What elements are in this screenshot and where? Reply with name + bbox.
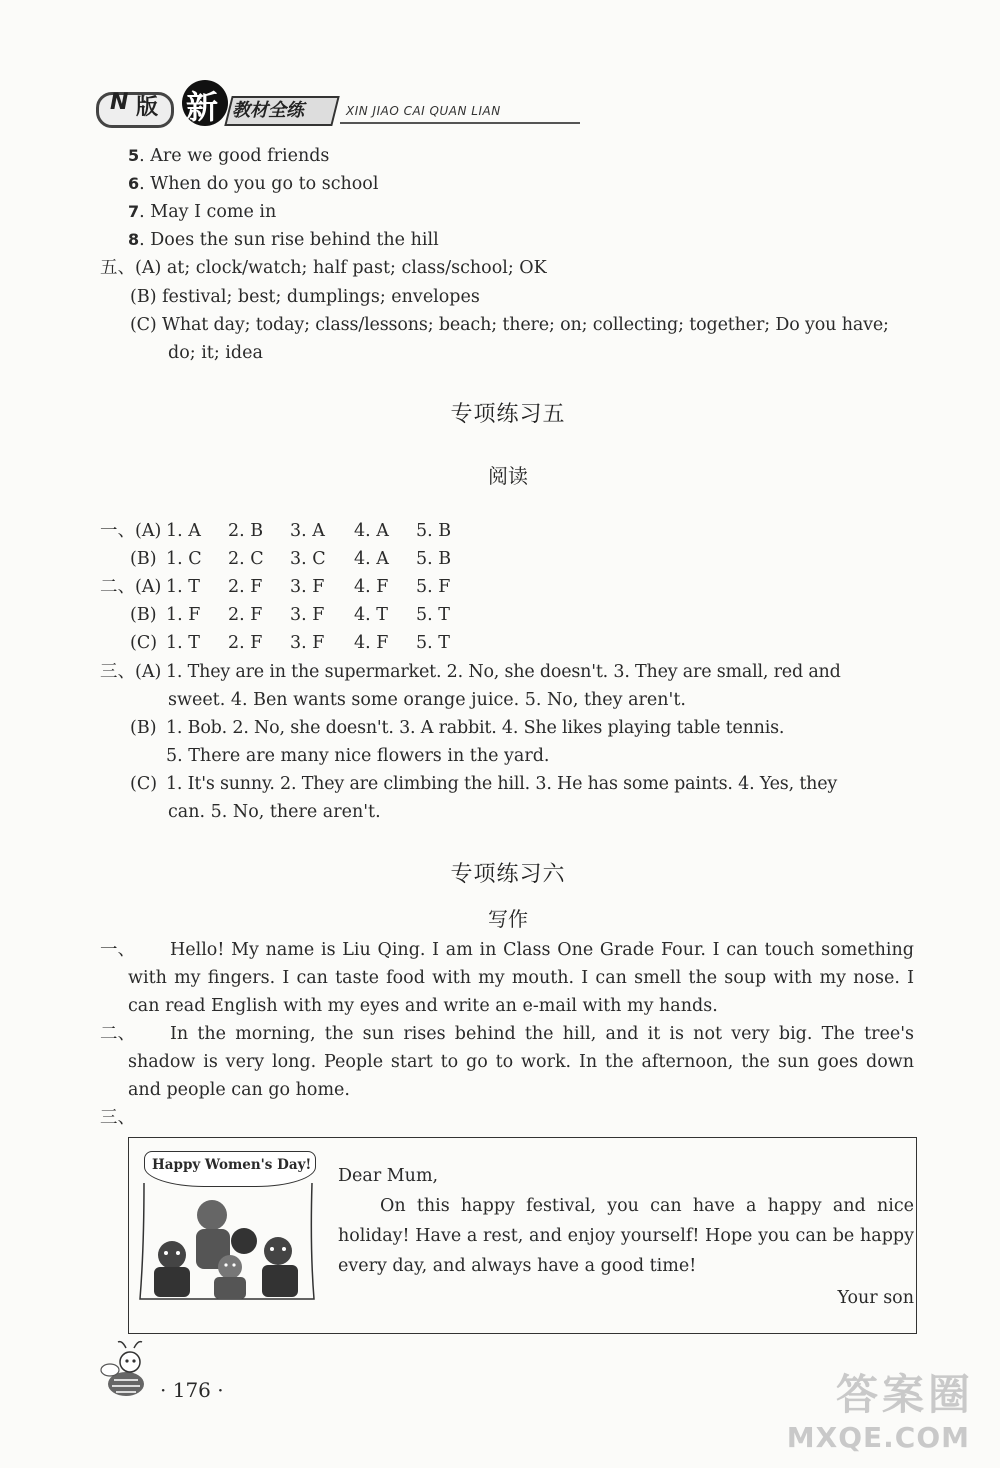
- answer-line: 8. Does the sun rise behind the hill: [128, 230, 439, 250]
- section-five-c: (C) What day; today; class/lessons; beach; there; on; collecting; together; Do you have;: [130, 315, 889, 335]
- san-a-label: 三、(A): [100, 662, 162, 682]
- san-b-line1: 1. Bob. 2. No, she doesn't. 3. A rabbit. 4. She likes playing table tennis.: [166, 718, 785, 738]
- page-number: · 176 ·: [160, 1378, 224, 1402]
- writing-one-text: Hello! My name is Liu Qing. I am in Class One Grade Four. I can touch something with my fingers. I can taste food with my mouth. I can smell the soup with my nose. I can read English with my eyes and write an e-mail with my hands.: [128, 940, 914, 1016]
- san-a-line1: 1. They are in the supermarket. 2. No, she doesn't. 3. They are small, red and: [166, 662, 841, 682]
- answer-item: 4. F: [354, 633, 389, 653]
- answer-item: 3. A: [290, 521, 325, 541]
- edition-label: 版: [136, 95, 159, 120]
- row-label: 一、(A): [100, 521, 162, 541]
- answer-item: 3. F: [290, 577, 325, 597]
- logo-character: 新: [186, 88, 219, 126]
- series-title: 教材全练: [232, 100, 304, 121]
- answer-item: 4. T: [354, 605, 388, 625]
- san-a-line2: sweet. 4. Ben wants some orange juice. 5. No, they aren't.: [168, 690, 686, 710]
- answer-item: 2. F: [228, 633, 263, 653]
- row-label: (C): [130, 633, 158, 653]
- answer-item: 2. F: [228, 577, 263, 597]
- answer-item: 5. T: [416, 605, 450, 625]
- letter-body: On this happy festival, you can have a happy and nice holiday! Have a rest, and enjoy yourself! Hope you can be happy every day, and always have a good time!: [338, 1196, 914, 1276]
- card-banner-text: Happy Women's Day!: [152, 1157, 312, 1173]
- answer-item: 3. C: [290, 549, 326, 569]
- san-b-line2: 5. There are many nice flowers in the yard.: [166, 746, 550, 766]
- header-rule: [340, 122, 580, 124]
- answer-item: 2. C: [228, 549, 264, 569]
- practice-six-subtitle: 写作: [488, 907, 528, 931]
- answer-line: 7. May I come in: [128, 202, 277, 222]
- answer-item: 5. B: [416, 549, 452, 569]
- section-five-b: (B) festival; best; dumplings; envelopes: [130, 287, 480, 307]
- answer-item: 1. F: [166, 605, 201, 625]
- answer-item: 1. A: [166, 521, 201, 541]
- answer-item: 1. C: [166, 549, 202, 569]
- bee-mascot-icon: [96, 1340, 158, 1404]
- writing-three-label: 三、: [100, 1108, 135, 1128]
- row-label: 二、(A): [100, 577, 162, 597]
- practice-five-subtitle: 阅读: [488, 464, 528, 488]
- answer-item: 1. T: [166, 577, 200, 597]
- practice-five-title: 专项练习五: [450, 402, 566, 427]
- edition-letter: N: [110, 90, 129, 115]
- answer-line: 5. Are we good friends: [128, 146, 330, 166]
- answer-item: 1. T: [166, 633, 200, 653]
- answer-item: 4. A: [354, 521, 389, 541]
- writing-two-label: 二、: [100, 1024, 135, 1044]
- answer-item: 4. F: [354, 577, 389, 597]
- answer-item: 3. F: [290, 633, 325, 653]
- writing-one-label: 一、: [100, 940, 135, 960]
- practice-six-title: 专项练习六: [450, 862, 566, 887]
- answer-item: 5. B: [416, 521, 452, 541]
- row-label: (B): [130, 605, 157, 625]
- letter-greeting: Dear Mum,: [338, 1166, 439, 1186]
- series-pinyin: XIN JIAO CAI QUAN LIAN: [346, 104, 501, 118]
- answer-item: 4. A: [354, 549, 389, 569]
- row-label: (B): [130, 549, 157, 569]
- letter-signature: Your son: [837, 1288, 914, 1308]
- san-c-label: (C): [130, 774, 158, 794]
- watermark-url: MXQE.COM: [786, 1421, 970, 1454]
- san-c-line2: can. 5. No, there aren't.: [168, 802, 381, 822]
- edition-badge: [96, 92, 174, 128]
- answer-item: 2. B: [228, 521, 264, 541]
- section-five-a: 五、(A) at; clock/watch; half past; class/school; OK: [100, 258, 547, 278]
- answer-line: 6. When do you go to school: [128, 174, 379, 194]
- san-b-label: (B): [130, 718, 157, 738]
- answer-item: 3. F: [290, 605, 325, 625]
- answer-item: 5. F: [416, 577, 451, 597]
- answer-item: 2. F: [228, 605, 263, 625]
- answer-item: 5. T: [416, 633, 450, 653]
- watermark-logo: 答案圈: [835, 1370, 974, 1419]
- section-five-c-cont: do; it; idea: [168, 343, 263, 363]
- writing-two-text: In the morning, the sun rises behind the hill, and it is not very big. The tree's shadow is very long. People start to go to work. In the afternoon, the sun goes down and people can go home.: [128, 1024, 914, 1100]
- san-c-line1: 1. It's sunny. 2. They are climbing the hill. 3. He has some paints. 4. Yes, they: [166, 774, 838, 794]
